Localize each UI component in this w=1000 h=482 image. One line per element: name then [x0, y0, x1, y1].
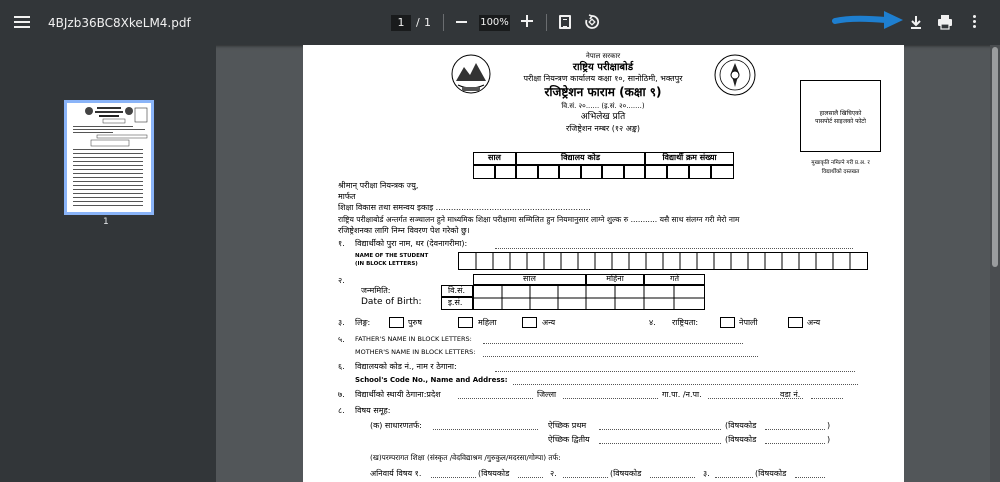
download-icon[interactable]: [908, 14, 924, 30]
reg-digit-box[interactable]: [516, 165, 538, 179]
school-en-label: School's Code No., Name and Address:: [355, 376, 508, 384]
zoom-in-icon[interactable]: [519, 13, 535, 29]
q8-number: ८.: [338, 406, 345, 415]
reg-digit-box[interactable]: [538, 165, 559, 179]
optional-first-close: ): [827, 421, 831, 430]
page-total: 1: [424, 16, 431, 29]
registration-number-label: रजिष्ट्रेशन नम्बर (१२ अङ्क): [565, 124, 641, 133]
optional-first-code-label: (विषयकोड: [725, 421, 757, 430]
school-np-label: विद्यालयको कोड नं., नाम र ठेगाना:: [355, 362, 457, 371]
nationality-other-label: अन्य: [807, 318, 821, 327]
body-line-2: रजिष्ट्रेशनका लागि निम्न विवरण पेश गरेको छु।: [338, 226, 470, 235]
compulsory-subject-1-label: अनिवार्य विषय १.: [370, 469, 422, 478]
thumbnail-preview-icon: [67, 103, 151, 212]
addr-line-1: श्रीमान् परीक्षा नियन्त्रक ज्यु,: [338, 181, 419, 190]
q6-number: ६.: [338, 362, 345, 371]
mother-name-field[interactable]: [483, 356, 758, 357]
optional-second-close: ): [827, 435, 831, 444]
dob-row-ad: इ.सं.: [448, 298, 463, 307]
district-field[interactable]: [563, 398, 658, 399]
dob-np-label: जन्ममिति:: [361, 286, 391, 295]
school-en-field[interactable]: [513, 384, 858, 385]
nepal-emblem-icon: [448, 53, 494, 95]
form-year: वि.सं. २०...... (इ.सं. २०.......): [561, 102, 645, 110]
print-icon[interactable]: [937, 14, 953, 30]
gender-female-label: महिला: [478, 318, 497, 327]
dob-grid-icon: [474, 286, 704, 309]
reg-digit-box[interactable]: [559, 165, 581, 179]
thumbnail-sidebar: [0, 45, 216, 482]
general-stream-field[interactable]: [433, 429, 538, 430]
optional-second-code-field[interactable]: [765, 443, 825, 444]
toolbar-divider: [546, 14, 547, 31]
dob-en-label: Date of Birth:: [361, 297, 422, 307]
reg-digit-box[interactable]: [473, 165, 495, 179]
reg-digit-box[interactable]: [495, 165, 516, 179]
q2-number: २.: [338, 276, 345, 285]
q1-label: विद्यार्थीको पुरा नाम, थर (देवनागरीमा):: [355, 239, 468, 248]
page-number-input[interactable]: 1: [391, 15, 411, 31]
q4-number: ४.: [649, 318, 656, 327]
toolbar-divider: [443, 14, 444, 31]
dob-col-year: साल: [523, 274, 536, 283]
nationality-other-checkbox[interactable]: [788, 317, 803, 328]
q1-number: १.: [338, 239, 345, 248]
name-en-label-2: (IN BLOCK LETTERS): [355, 261, 418, 267]
reg-digit-box[interactable]: [581, 165, 602, 179]
addr-line-2: मार्फत: [338, 192, 356, 201]
address-label: विद्यार्थीको स्थायी ठेगाना:प्रदेश: [355, 390, 441, 399]
province-field[interactable]: [458, 398, 533, 399]
page-separator: /: [416, 16, 420, 29]
father-name-label: FATHER'S NAME IN BLOCK LETTERS:: [355, 335, 472, 343]
reg-col-school: विद्यालय कोड: [561, 153, 600, 162]
optional-second-field[interactable]: [599, 443, 721, 444]
general-stream-label: (क) साधारणतर्फ:: [370, 421, 422, 430]
page-thumbnail[interactable]: [64, 100, 154, 215]
q3-number: ३.: [338, 318, 345, 327]
reg-digit-box[interactable]: [667, 165, 689, 179]
name-en-label-1: NAME OF THE STUDENT: [355, 253, 429, 259]
father-name-field[interactable]: [483, 343, 743, 344]
reg-col-student: विद्यार्थी क्रम संख्या: [662, 153, 717, 162]
gender-female-checkbox[interactable]: [458, 317, 473, 328]
reg-digit-box[interactable]: [645, 165, 667, 179]
optional-second-label: ऐच्छिक द्वितीय: [548, 435, 590, 444]
compulsory-3-code-label: (विषयकोड: [755, 469, 787, 478]
traditional-stream-label: (ख)परम्परागत शिक्षा (संस्कृत /वेदविद्याश्रम /गुरुकुल/मदरसा/गोम्पा) तर्फ:: [370, 453, 561, 462]
pdf-page: [303, 45, 904, 482]
q7-number: ७.: [338, 390, 345, 399]
menu-icon[interactable]: [14, 14, 30, 30]
photo-caption-2: विद्यार्थीको दस्तखत: [821, 169, 860, 175]
gender-male-label: पुरुष: [408, 318, 422, 327]
municipality-label: गा.पा. /न.पा.: [662, 390, 702, 399]
scrollbar-thumb[interactable]: [992, 47, 998, 267]
compulsory-2-code-label: (विषयकोड: [610, 469, 642, 478]
optional-second-code-label: (विषयकोड: [725, 435, 757, 444]
nationality-nepali-label: नेपाली: [739, 318, 758, 327]
subject-group-label: विषय समूह:: [355, 406, 391, 415]
nationality-label: राष्ट्रियता:: [672, 318, 699, 327]
thumbnail-page-number: 1: [103, 217, 109, 227]
reg-digit-box[interactable]: [602, 165, 624, 179]
dob-col-month: महिना: [606, 274, 624, 283]
gender-other-checkbox[interactable]: [522, 317, 537, 328]
record-copy-label: अभिलेख प्रति: [580, 112, 626, 122]
school-np-field[interactable]: [495, 371, 855, 372]
compulsory-1-code-field[interactable]: [518, 477, 543, 478]
gender-male-checkbox[interactable]: [389, 317, 404, 328]
pdf-toolbar: [0, 0, 1000, 45]
reg-col-year: साल: [488, 153, 501, 162]
fit-to-page-icon[interactable]: [559, 15, 571, 29]
q5-number: ५.: [338, 335, 345, 344]
optional-first-label: ऐच्छिक प्रथम: [548, 421, 587, 430]
reg-digit-box[interactable]: [689, 165, 711, 179]
board-name: राष्ट्रिय परीक्षाबोर्ड: [572, 62, 634, 73]
photo-text-2: पासपोर्ट साइजको फोटो: [815, 118, 866, 125]
mother-name-label: MOTHER'S NAME IN BLOCK LETTERS:: [355, 348, 476, 356]
file-name: 4BJzb36BC8XkeLM4.pdf: [48, 16, 191, 30]
compulsory-subject-3-label: ३.: [703, 469, 710, 478]
body-line-1: राष्ट्रिय परीक्षाबोर्ड अन्तर्गत सञ्चालन हुने माध्यमिक शिक्षा परीक्षामा सम्मिलित हुन नियमानुसार लाग्ने शुल्क रु ........... यसै साथ संलग्न गरी मेरो नाम: [338, 215, 740, 224]
zoom-level-input[interactable]: 100%: [479, 15, 510, 31]
compulsory-subject-2-label: २.: [550, 469, 557, 478]
nationality-nepali-checkbox[interactable]: [720, 317, 735, 328]
office-name: परीक्षा नियन्त्रण कार्यालय कक्षा १०, सानोठिमी, भक्तपुर: [523, 74, 683, 83]
gender-label: लिङ्ग:: [355, 318, 371, 327]
rotate-icon[interactable]: [584, 14, 600, 30]
addr-line-3: शिक्षा विकास तथा समन्वय इकाइ .............................................................: [338, 203, 591, 212]
compulsory-2-code-field[interactable]: [650, 477, 695, 478]
compulsory-subject-2-field[interactable]: [563, 477, 608, 478]
reg-digit-box[interactable]: [711, 165, 734, 179]
ward-label: वडा नं.: [780, 390, 801, 399]
compulsory-3-code-field[interactable]: [795, 477, 825, 478]
compulsory-subject-3-field[interactable]: [715, 477, 753, 478]
optional-first-code-field[interactable]: [765, 429, 825, 430]
compulsory-subject-1-field[interactable]: [431, 477, 476, 478]
photo-caption-1: मुखाकृति नमिल्ने गरी प्र.अ. र: [811, 160, 870, 166]
dob-entry-grid[interactable]: [473, 285, 705, 310]
more-options-icon[interactable]: [968, 14, 980, 30]
dob-col-day: गते: [669, 274, 680, 283]
gender-other-label: अन्य: [542, 318, 556, 327]
reg-digit-box[interactable]: [624, 165, 645, 179]
optional-first-field[interactable]: [599, 429, 721, 430]
gov-name: नेपाल सरकार: [585, 52, 621, 60]
photo-text-1: हालसालै खिचिएको: [819, 110, 862, 117]
compulsory-1-code-label: (विषयकोड: [478, 469, 510, 478]
annotation-arrow-icon: [832, 10, 906, 32]
ward-field[interactable]: [811, 398, 843, 399]
form-title: रजिष्ट्रेशन फाराम (कक्षा ९): [544, 85, 662, 99]
dob-row-bs: वि.सं.: [448, 286, 466, 295]
zoom-out-icon[interactable]: [456, 21, 467, 23]
name-np-field[interactable]: [495, 248, 853, 249]
district-label: जिल्ला: [537, 390, 557, 399]
letter-grid-icon: [459, 253, 867, 269]
name-block-letters-field[interactable]: [458, 252, 868, 270]
